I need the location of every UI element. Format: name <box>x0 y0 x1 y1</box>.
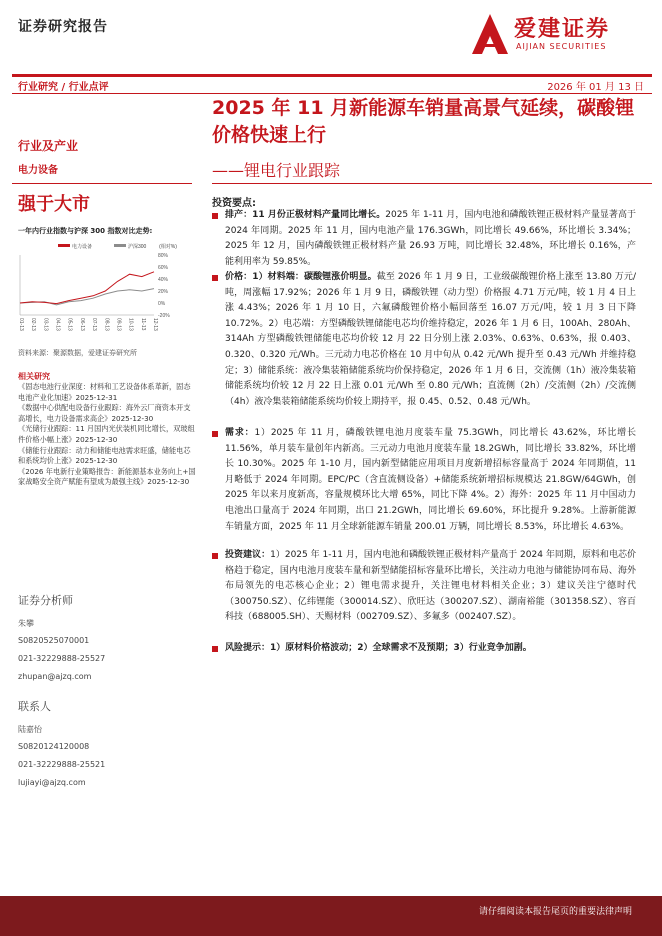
footer-disclaimer[interactable]: 请仔细阅读本报告尾页的重要法律声明 <box>478 907 632 917</box>
x-tick-label: 09-13 <box>115 318 122 331</box>
rating-label: 强于大市 <box>18 194 90 215</box>
analyst-name: 朱攀 <box>18 619 34 628</box>
chart-title: 一年内行业指数与沪深 300 指数对比走势: <box>18 227 153 235</box>
x-tick-label: 07-13 <box>91 318 98 331</box>
bullet-square-icon <box>212 646 218 652</box>
report-subtitle: ——锂电行业跟踪 <box>212 161 341 180</box>
logo-text: 爱建证券 <box>514 17 611 42</box>
bullet-square-icon <box>212 431 218 437</box>
key-point-lead: 风险提示：1）原材料价格波动；2）全球需求不及预期；3）行业竞争加剧。 <box>225 643 532 653</box>
x-tick-label: 12-13 <box>152 318 158 331</box>
x-tick-label: 05-13 <box>66 318 73 331</box>
key-point-investment <box>212 548 636 626</box>
related-research-heading: 相关研究 <box>18 372 50 381</box>
y-tick-label: 80% <box>158 253 169 259</box>
contact-license: S0820124120008 <box>18 742 90 751</box>
key-point-text: 1）2025 年 1-11 月，国内电池和磷酸铁锂正极材料产量高于 2024 年同期，原料和电芯价格趋于稳定，国内电池月度装车量和新型储能招标容量环比增长，关注动力电池与储能协同布局、海外布局领先的电芯核心企业；2）锂电需求提升，关注锂电材料相关企业；3）建议关注宁德时代（300750.SZ）、亿纬锂能（300014.SZ）、欣旺达（300207.SZ）、湖南裕能（301358.SZ）、容百科技（688005.SH）、天赐材料（002709.SZ）、多氟多（002407.SZ）。 <box>225 550 636 623</box>
bullet-square-icon <box>212 553 218 559</box>
contact-email[interactable]: lujiayi@ajzq.com <box>18 778 86 787</box>
bullet-square-icon <box>212 213 218 219</box>
series-line <box>20 272 154 304</box>
legend-label: 电力设备 <box>72 244 93 250</box>
related-item[interactable]: 《储能行业跟踪：动力和储能电池需求旺盛，储能电芯和系统均价上涨》2025-12-30 <box>18 445 191 466</box>
key-point-text: 2025 年 1-11 月，国内电池和磷酸铁锂正极材料产量显著高于 2024 年同期。2025 年 11 月，国内电池产量 176.3GWh，同比增长 49.66%，环比增长 3.34%；2025 年 12 月，国内磷酸铁锂正极材料产量 26.93 万吨，同比增长 32.48%，环比增长 0.16%，产能利用率为 59.85%。 <box>225 210 636 267</box>
x-tick-label: 11-13 <box>139 318 146 331</box>
y-tick-label: 60% <box>158 265 169 271</box>
header-thin-divider <box>12 93 652 94</box>
key-point-production <box>212 208 636 270</box>
y-tick-label: 20% <box>158 289 169 295</box>
sidebar-divider <box>12 183 192 184</box>
x-tick-label: 08-13 <box>103 318 110 331</box>
bullet-square-icon <box>212 275 218 281</box>
x-tick-label: 06-13 <box>78 318 85 331</box>
legend-swatch <box>58 244 70 247</box>
key-point-text: 1）2025 年 11 月，磷酸铁锂电池月度装车量 75.3GWh，同比增长 43.62%，环比增长 11.56%，单月装车量创年内新高。三元动力电池月度装车量 18.2GWh，同比增长 33.82%，环比增长 10.30%。2025 年 1-10 月，国内新型储能应用项目月度新增招标容量高于 2024 年同期值，11 月略低于 2024 年同期。EPC/PC（含直流侧设备）+储能系统新增招标规模达 21.8GW/64GWh，创 2025 年以来月度新高，容量规模环比大增 65%，同比下降 4%。2）海外：2025 年 11 月中国动力电池出口量高于 2024 年同期，出口 21.2GWh，同比增长 69.60%，环比提升 9.28%。上游新能源车销量方面，2025 年 11 月全球新能源车销量 200.01 万辆，同比增长 8.53%，环比增长 4.63%。 <box>225 428 636 532</box>
key-point-price <box>212 270 636 410</box>
aijian-logo-icon <box>470 12 510 56</box>
chart-source: 资料来源：聚源数据，爱建证券研究所 <box>18 349 137 357</box>
legend-unit: (相对%) <box>159 244 177 250</box>
y-tick-label: 0% <box>158 301 166 307</box>
y-tick-label: -20% <box>158 313 170 319</box>
related-item[interactable]: 《固态电池行业深度：材料和工艺设备体系革新，固态电池产业化加速》2025-12-31 <box>18 382 191 402</box>
analyst-phone: 021-32229888-25527 <box>18 654 106 663</box>
main-divider <box>212 183 652 184</box>
key-point-lead: 投资建议： <box>225 550 271 560</box>
report-title: 2025 年 11 月新能源车销量高景气延续，碳酸锂价格快速上行 <box>212 97 635 146</box>
key-points-heading: 投资要点: <box>212 198 256 209</box>
index-comparison-chart <box>18 241 180 341</box>
breadcrumb: 行业研究 / 行业点评 <box>18 82 109 93</box>
related-item[interactable]: 《数据中心供配电设备行业跟踪：海外云厂商资本开支高增长，电力设备需求高企》2025-12-30 <box>18 403 191 423</box>
contact-heading: 联系人 <box>18 700 51 713</box>
analyst-heading: 证券分析师 <box>18 594 73 607</box>
x-tick-label: 01-13 <box>18 318 24 331</box>
key-point-text: 截至 2026 年 1 月 9 日，工业级碳酸锂价格上涨至 13.80 万元/吨，周涨幅 17.92%；2026 年 1 月 9 日，磷酸铁锂（动力型）价格报 4.71 万元/吨，较 1 月 4 日上涨 4.43%；2026 年 1 月 10 日，六氟磷酸锂价格小幅回落至 16.07 万元/吨，较 1 月 3 日下降 10.72%。2）电芯端：方型磷酸铁锂储能电芯均价维持稳定，2026 年 1 月 6 日，100Ah、280Ah、314Ah 方型磷酸铁锂储能电芯均价较 12 月 22 日分别上涨 2.03%、0.63%、0.63%，报 0.403、0.320、0.320 元/Wh。三元动力电芯价格在 10 月中旬从 0.42 元/Wh 提升至 0.43 元/Wh 并维持稳定；3）储能系统：液冷集装箱储能系统均价保持稳定，2026 年 1 月 6 日，交流侧（1h）液冷集装箱储能系统均价较 12 月 22 日上涨 0.01 元/Wh 至 0.80 元/Wh；直流侧（2h）/交流侧（2h）/交流侧（4h）液冷集装箱储能系统均价较上期持平，报 0.45、0.52、0.48 元/Wh。 <box>225 272 637 407</box>
x-tick-label: 10-13 <box>127 318 134 331</box>
report-date: 2026 年 01 月 13 日 <box>547 82 644 93</box>
key-point-lead: 排产：11 月份正极材料产量同比增长。 <box>225 210 386 220</box>
sector-label: 电力设备 <box>18 165 58 176</box>
related-item[interactable]: 《光储行业跟踪：11 月国内光伏装机同比增长，双玻组件价格小幅上涨》2025-12-30 <box>18 424 195 444</box>
x-tick-label: 02-13 <box>30 318 37 331</box>
key-point-demand <box>212 426 636 535</box>
key-point-risk <box>212 641 636 657</box>
x-tick-label: 04-13 <box>54 318 61 331</box>
related-item[interactable]: 《2026 年电新行业策略报告：新能源基本业务向上+国家战略安全资产赋能有望成为最强主线》2025-12-30 <box>18 466 196 487</box>
logo-english-text: AIJIAN SECURITIES <box>516 42 607 51</box>
analyst-email[interactable]: zhupan@ajzq.com <box>18 672 92 681</box>
y-tick-label: 40% <box>158 277 169 283</box>
chart-svg <box>18 241 180 341</box>
legend-label: 沪深300 <box>128 244 147 250</box>
analyst-license: S0820525070001 <box>18 636 90 645</box>
key-point-lead: 需求： <box>225 428 255 438</box>
related-research-list <box>18 382 196 488</box>
key-point-lead: 价格：1）材料端：碳酸锂涨价明显。 <box>225 272 377 282</box>
header-divider <box>12 74 652 77</box>
x-tick-label: 03-13 <box>42 318 49 331</box>
contact-name: 陆嘉怡 <box>18 725 42 734</box>
industry-label: 行业及产业 <box>18 139 79 153</box>
legend-swatch <box>114 244 126 247</box>
contact-phone: 021-32229888-25521 <box>18 760 106 769</box>
brand-logo <box>470 10 645 60</box>
document-type: 证券研究报告 <box>18 19 108 35</box>
